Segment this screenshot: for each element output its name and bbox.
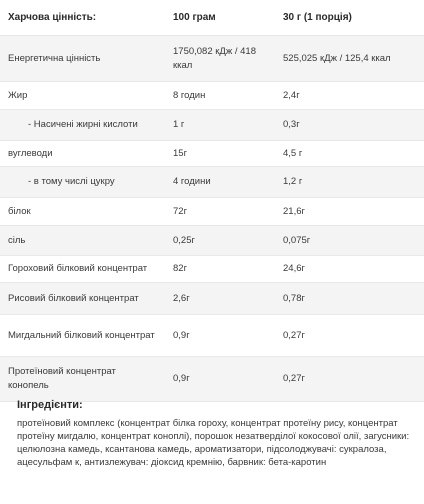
row-per-serving: 24,6г	[283, 263, 305, 274]
row-per-serving: 2,4г	[283, 89, 300, 101]
row-per-serving: 0,27г	[283, 329, 305, 341]
table-row-hemp-protein	[0, 357, 424, 402]
row-name: Мигдальний білковий концентрат	[8, 329, 155, 341]
ingredients-title: Інгредієнти:	[17, 399, 83, 411]
row-per-100g: 15г	[173, 147, 188, 159]
row-per-100g: 4 години	[173, 176, 211, 187]
ingredients-text: протеїновий комплекс (концентрат білка гороху, концентрат протеїну рису, концентрат протеїну мигдалю, концентрат коноплі), порошок незатверділої кокосової олії, загусники: целюлозна камедь, ксантанова камедь, ароматизатори, підсолоджувачі: сукралоза, ацесульфам к, антизлежувач: діоксид кремнію, барвник: бета-каротин	[17, 418, 410, 468]
row-per-100g: 0,25г	[173, 234, 195, 246]
row-name: Гороховий білковий концентрат	[8, 263, 148, 274]
table-row-salt	[0, 226, 424, 256]
row-per-100g: 0,9г	[173, 329, 190, 341]
row-per-100g: 72г	[173, 205, 188, 217]
row-per-serving: 1,2 г	[283, 176, 303, 187]
row-name: Енергетична цінність	[8, 52, 101, 64]
row-per-serving: 0,075г	[283, 234, 311, 246]
table-row-carbohydrates	[0, 141, 424, 167]
row-per-serving: 21,6г	[283, 205, 305, 217]
row-per-serving: 0,27г	[283, 373, 305, 384]
table-row-rice-protein	[0, 283, 424, 315]
ingredients-section	[17, 398, 417, 469]
table-row-almond-protein	[0, 315, 424, 357]
row-per-100g: 8 годин	[173, 89, 206, 101]
table-row-fat	[0, 82, 424, 110]
row-per-100g: 0,9г	[173, 373, 190, 384]
row-per-100g: 1 г	[173, 119, 185, 130]
row-name: сіль	[8, 234, 26, 246]
row-per-serving: 525,025 кДж / 125,4 ккал	[283, 52, 391, 64]
header-nutrition-label: Харчова цінність:	[8, 11, 97, 23]
header-per-100g: 100 грам	[173, 11, 216, 23]
row-name: Жир	[8, 89, 28, 101]
table-row-protein	[0, 198, 424, 226]
row-per-100g: 2,6г	[173, 292, 190, 304]
table-header-row	[0, 0, 424, 36]
row-name: - Насичені жирні кислоти	[28, 119, 138, 130]
row-per-100g: 1750,082 кДж / 418 ккал	[173, 45, 256, 71]
row-name: Рисовий білковий концентрат	[8, 292, 139, 304]
row-per-serving: 4,5 г	[283, 147, 303, 159]
row-name: вуглеводи	[8, 147, 53, 159]
table-row-pea-protein	[0, 256, 424, 283]
row-per-serving: 0,3г	[283, 119, 300, 130]
table-row-saturated-fat	[0, 110, 424, 141]
row-per-serving: 0,78г	[283, 292, 305, 304]
table-row-energy	[0, 36, 424, 82]
row-per-100g: 82г	[173, 263, 188, 274]
table-row-sugars	[0, 167, 424, 198]
header-per-serving: 30 г (1 порція)	[283, 11, 352, 23]
row-name: - в тому числі цукру	[28, 176, 115, 187]
row-name: Протеїновий концентрат конопель	[8, 366, 116, 391]
row-name: білок	[8, 205, 31, 217]
